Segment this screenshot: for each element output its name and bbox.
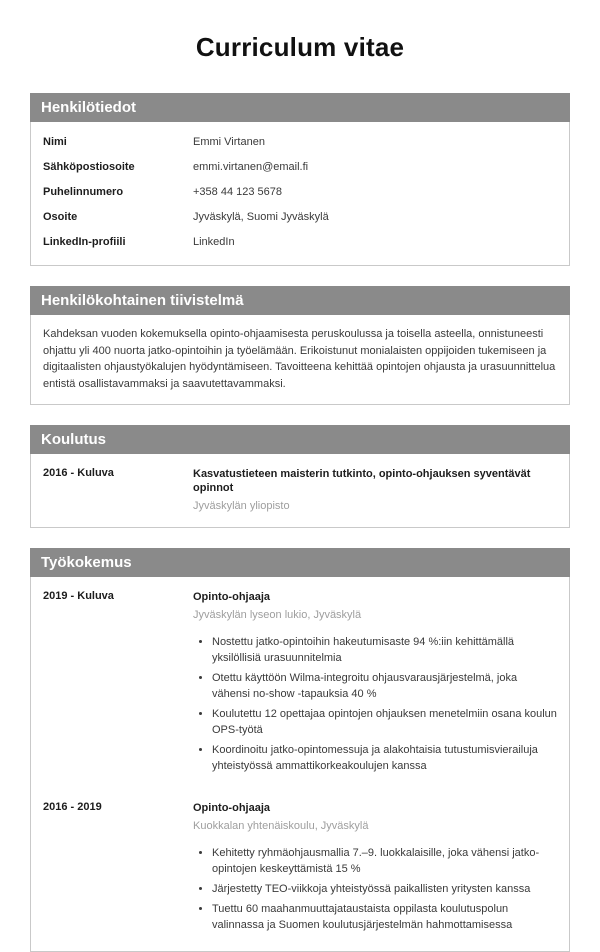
section-experience — [30, 548, 570, 952]
achievement-item: • Otettu käyttöön Wilma-integroitu ohjausvarausjärjestelmä, joka vähensi no-show -tapauksia 40 % — [212, 670, 557, 702]
entry-subtitle: Jyväskylän yliopisto — [193, 500, 290, 512]
entry-period: 2016 - 2019 — [43, 801, 102, 813]
info-row-phone — [43, 180, 557, 205]
section-header-experience: Työkokemus — [30, 548, 570, 577]
info-value: LinkedIn — [193, 236, 235, 248]
achievement-list — [193, 634, 557, 774]
experience-entry — [43, 796, 557, 941]
entry-subtitle: Jyväskylän lyseon lukio, Jyväskylä — [193, 609, 362, 621]
info-label: Sähköpostiosoite — [43, 161, 135, 173]
info-row-email — [43, 155, 557, 180]
section-personal — [30, 93, 570, 266]
info-value: Emmi Virtanen — [193, 136, 265, 148]
section-header-summary: Henkilökohtainen tiivistelmä — [30, 286, 570, 315]
section-header-education: Koulutus — [30, 425, 570, 454]
page-title: Curriculum vitae — [195, 32, 405, 62]
info-label: Puhelinnumero — [43, 186, 124, 198]
section-summary — [30, 286, 570, 405]
entry-period: 2016 - Kuluva — [43, 467, 114, 479]
achievement-item: • Järjestetty TEO-viikkoja yhteistyössä paikallisten yritysten kanssa — [212, 881, 557, 897]
info-label: Osoite — [43, 211, 78, 223]
summary-text: Kahdeksan vuoden kokemuksella opinto-ohjaamisesta peruskoulussa ja toisella asteella, onnistuneesti ohjattu yli 400 nuorta jatko-opintoihin ja työelämään. Erikoistunut monialaisten oppijoiden tukemiseen ja digitaalisten ohjaustyökalujen hyödyntämiseen. Tavoitteena kehittää opintojen ohjausta ja urasuunnittelua entistä osallistavammaksi ja saavutettavammaksi. — [43, 328, 556, 390]
section-body-personal — [30, 122, 570, 266]
achievement-item: • Koulutettu 12 opettajaa opintojen ohjauksen menetelmiin osana koulun OPS-työtä — [212, 706, 557, 738]
info-row-linkedin — [43, 230, 557, 255]
info-label: LinkedIn-profiili — [43, 236, 126, 248]
info-value: +358 44 123 5678 — [193, 186, 283, 198]
experience-entry — [43, 585, 557, 782]
achievement-item: • Nostettu jatko-opintoihin hakeutumisaste 94 %:iin kehittämällä yksilöllisiä urasuunnitelmia — [212, 634, 557, 666]
info-label: Nimi — [43, 136, 67, 148]
section-body-education — [30, 454, 570, 528]
entry-title: Kasvatustieteen maisterin tutkinto, opinto-ohjauksen syventävät opinnot — [193, 468, 531, 494]
entry-content — [193, 590, 557, 778]
section-header-personal: Henkilötiedot — [30, 93, 570, 122]
info-row-address — [43, 205, 557, 230]
section-body-summary — [30, 315, 570, 405]
info-row-name — [43, 130, 557, 155]
education-entry — [43, 462, 557, 517]
entry-content — [193, 467, 557, 513]
achievement-item: • Koordinoitu jatko-opintomessuja ja alakohtaisia tutustumisvierailuja yhteistyössä ammattikorkeakoulujen kanssa — [212, 742, 557, 774]
achievement-list — [193, 845, 557, 933]
entry-period: 2019 - Kuluva — [43, 590, 114, 602]
info-value: emmi.virtanen@email.fi — [193, 161, 309, 173]
entry-title: Opinto-ohjaaja — [193, 591, 270, 603]
info-value: Jyväskylä, Suomi Jyväskylä — [193, 211, 329, 223]
entry-subtitle: Kuokkalan yhtenäiskoulu, Jyväskylä — [193, 820, 369, 832]
achievement-item: • Tuettu 60 maahanmuuttajataustaista oppilasta koulutuspolun valinnassa ja Suomen koulutusjärjestelmän hahmottamisessa — [212, 901, 557, 933]
section-body-experience — [30, 577, 570, 952]
entry-content — [193, 801, 557, 937]
section-education — [30, 425, 570, 528]
achievement-item: • Kehitetty ryhmäohjausmallia 7.–9. luokkalaisille, joka vähensi jatko-opintojen keskeyttämistä 15 % — [212, 845, 557, 877]
entry-title: Opinto-ohjaaja — [193, 802, 270, 814]
